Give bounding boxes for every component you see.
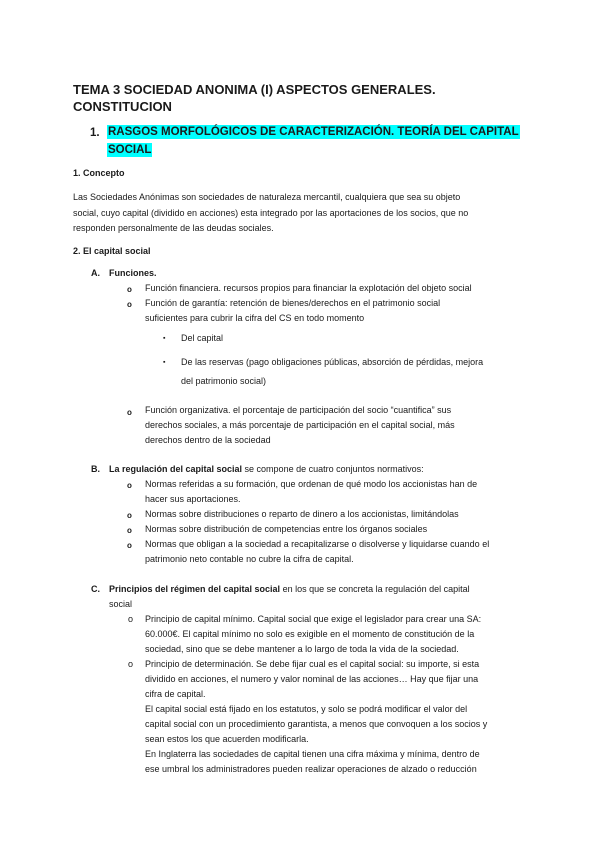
bullet-icon: o	[127, 511, 132, 520]
concepto-line: Las Sociedades Anónimas son sociedades de naturaleza mercantil, cualquiera que sea su objeto	[73, 192, 461, 202]
list-item: Función financiera. recursos propios para financiar la explotación del objeto social	[145, 283, 472, 293]
section-a-title: Funciones.	[109, 268, 157, 278]
section-c-letter: C.	[91, 584, 100, 594]
section-b-title	[109, 462, 424, 477]
section-b-title-rest: se compone de cuatro conjuntos normativos:	[242, 464, 424, 474]
section-c-title-rest: en los que se concreta la regulación del capital	[280, 584, 470, 594]
list-item: Principio de capital mínimo. Capital social que exige el legislador para crear una SA:	[145, 614, 482, 624]
list-item-cont: derechos dentro de la sociedad	[145, 435, 271, 445]
section-c-title-bold: Principios del régimen del capital social	[109, 584, 281, 594]
bullet-icon: o	[127, 285, 132, 294]
bullet-icon: o	[127, 408, 132, 417]
document-title-line2: CONSTITUCION	[73, 99, 172, 114]
bullet-icon: o	[127, 300, 132, 309]
sub-list-item: Del capital	[181, 333, 224, 343]
list-item: Principio de determinación. Se debe fijar cual es el capital social: su importe, si esta	[145, 659, 480, 669]
list-item-cont: ese umbral los administradores pueden realizar operaciones de alzado o reducción	[145, 764, 477, 774]
list-item-cont: sociedad, sino que se debe mantener a lo largo de toda la vida de la sociedad.	[145, 644, 459, 654]
list-item-cont: 60.000€. El capital mínimo no solo es exigible en el momento de constitución de la	[145, 629, 475, 639]
concepto-heading: 1. Concepto	[73, 168, 125, 178]
list-item-cont: En Inglaterra las sociedades de capital tienen una cifra máxima y mínima, dentro de	[145, 749, 480, 759]
list-item: Normas sobre distribución de competencias entre los órganos sociales	[145, 524, 428, 534]
section1-title-line1: RASGOS MORFOLÓGICOS DE CARACTERIZACIÓN. TEORÍA DEL CAPITAL	[108, 126, 519, 138]
list-item: Función de garantía: retención de bienes/derechos en el patrimonio social	[145, 298, 441, 308]
list-item-cont: suficientes para cubrir la cifra del CS en todo momento	[145, 313, 365, 323]
square-bullet-icon: ▪	[163, 359, 166, 366]
list-item: Función organizativa. el porcentaje de participación del socio “cuantifica” sus	[145, 405, 452, 415]
sub-list-item: De las reservas (pago obligaciones públicas, absorción de pérdidas, mejora	[181, 357, 484, 367]
list-item-cont: hacer sus aportaciones.	[145, 494, 241, 504]
bullet-icon: o	[127, 481, 132, 490]
section1-title-line2: SOCIAL	[108, 144, 152, 156]
concepto-line: responden personalmente de las deudas sociales.	[73, 223, 274, 233]
list-item-cont: capital social con un procedimiento garantista, a menos que convoquen a los socios y	[145, 719, 488, 729]
section-a-letter: A.	[91, 268, 100, 278]
list-item: Normas sobre distribuciones o reparto de dinero a los accionistas, limitándolas	[145, 509, 459, 519]
bullet-icon: o	[128, 659, 134, 669]
list-item: Normas que obligan a la sociedad a recapitalizarse o disolverse y liquidarse cuando el	[145, 539, 490, 549]
capital-social-heading: 2. El capital social	[73, 246, 151, 256]
section-b-letter: B.	[91, 464, 100, 474]
list-item-cont: sean estos los que acuerden modificarla.	[145, 734, 309, 744]
sub-list-item-cont: del patrimonio social)	[181, 376, 267, 386]
concepto-line: social, cuyo capital (dividido en acciones) esta integrado por las aportaciones de los socios, que no	[73, 208, 469, 218]
list-item-cont: dividido en acciones, el numero y valor nominal de las acciones… Hay que fijar una	[145, 674, 479, 684]
list-item-cont: El capital social está fijado en los estatutos, y solo se podrá modificar el valor del	[145, 704, 468, 714]
section-c-title-line2: social	[109, 599, 133, 609]
list-item: Normas referidas a su formación, que ordenan de qué modo los accionistas han de	[145, 479, 478, 489]
bullet-icon: o	[127, 526, 132, 535]
section-b-title-bold: La regulación del capital social	[109, 464, 243, 474]
section-c-title	[109, 582, 470, 597]
square-bullet-icon: ▪	[163, 335, 166, 342]
section1-number: 1.	[90, 127, 100, 139]
list-item-cont: patrimonio neto contable no cubre la cifra de capital.	[145, 554, 354, 564]
list-item-cont: cifra de capital.	[145, 689, 206, 699]
bullet-icon: o	[128, 614, 134, 624]
document-title-line1: TEMA 3 SOCIEDAD ANONIMA (I) ASPECTOS GENERALES.	[73, 82, 436, 97]
bullet-icon: o	[127, 541, 132, 550]
list-item-cont: derechos sociales, a más porcentaje de participación en el capital social, más	[145, 420, 455, 430]
